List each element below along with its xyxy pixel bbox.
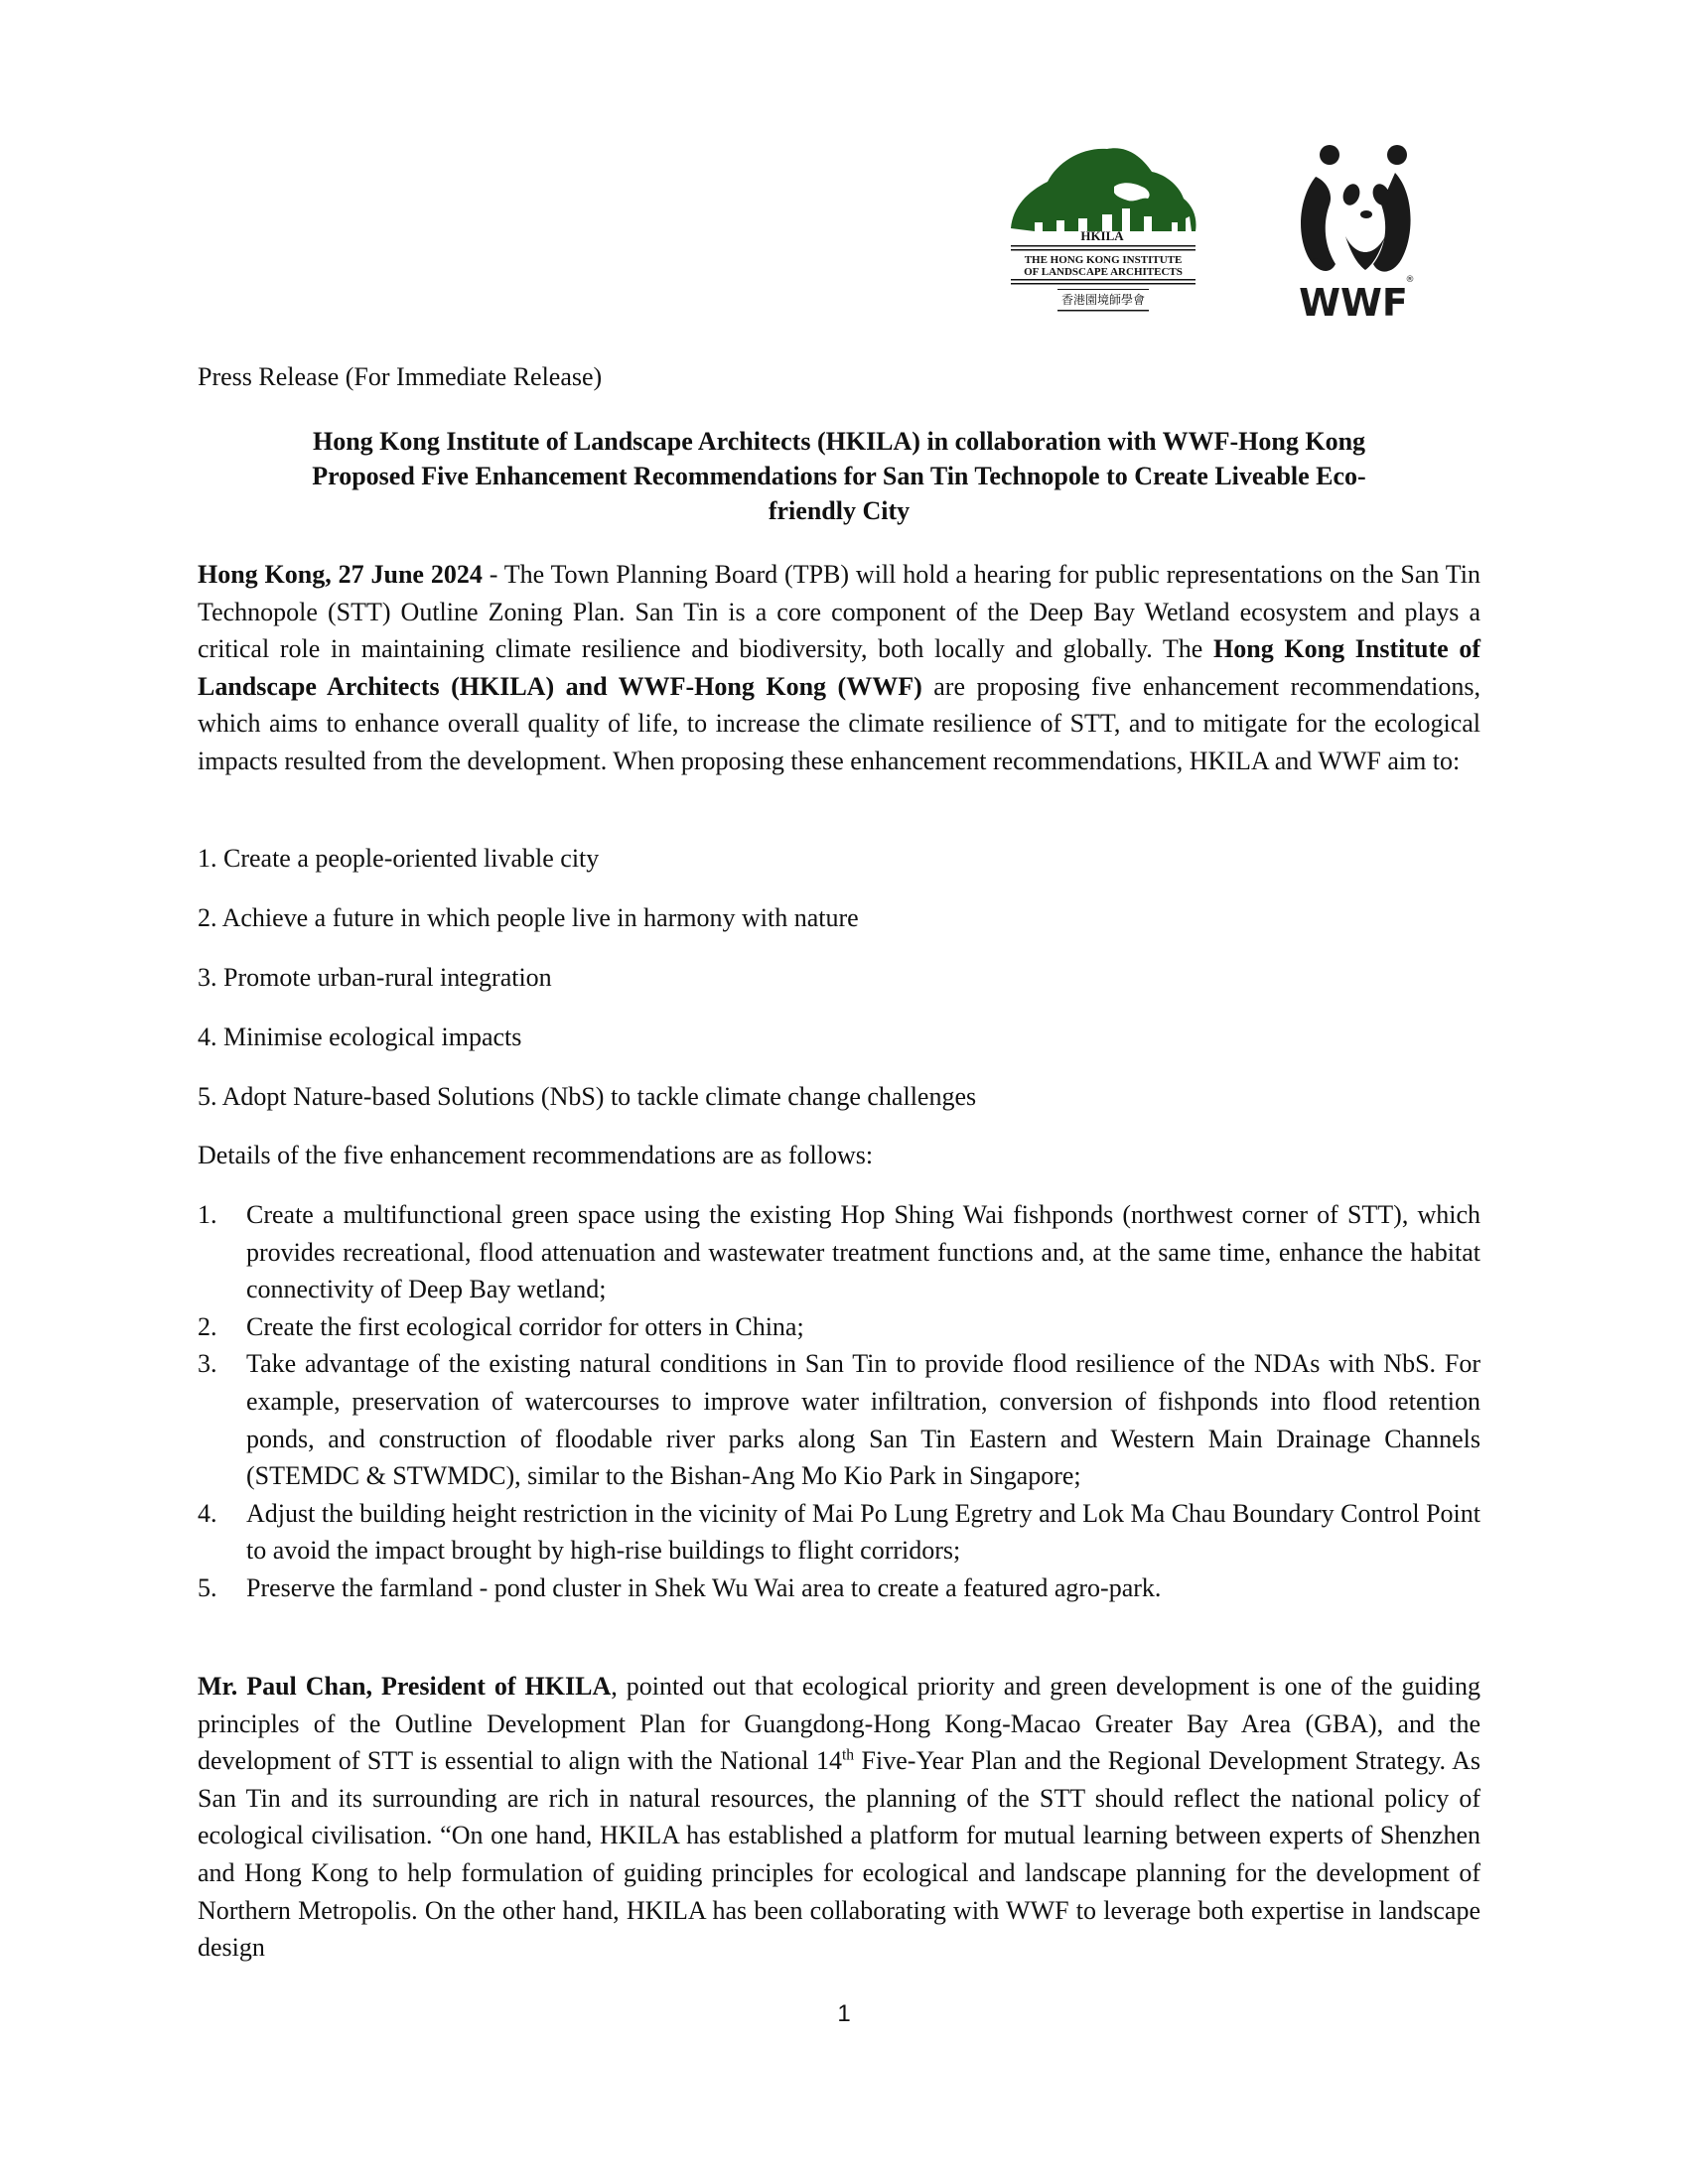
intro-text: are proposing five enhancement recommendations, which aims to enhance overall quality of life, to increase the climate resilience of STT, and to mitigate for the ecological impacts resulted from the development. When proposing these enhancement recommendations, HKILA and WWF aim to:: [198, 671, 1480, 775]
headline: [198, 424, 1480, 528]
wwf-logo: [1286, 137, 1420, 321]
aim-item: 4. Minimise ecological impacts: [198, 1023, 522, 1051]
svg-text:THE HONG KONG INSTITUTE: THE HONG KONG INSTITUTE: [1024, 254, 1183, 266]
quote-text: Five-Year Plan and the Regional Development Strategy. As San Tin and its surrounding are rich in natural resources, the planning of the STT should reflect the national policy of ecological civilisation. “On one hand, HKILA has established a platform for mutual learning between experts of Shenzhen and Hong Kong to help formulation of guiding principles for ecological and landscape planning for the development of Northern Metropolis. On the other hand, HKILA has been collaborating with WWF to leverage both expertise in landscape design: [198, 1746, 1480, 1963]
svg-text:OF LANDSCAPE ARCHITECTS: OF LANDSCAPE ARCHITECTS: [1024, 266, 1183, 278]
recommendation-number: 5.: [198, 1572, 217, 1602]
recommendation-text: Create a multifunctional green space using the existing Hop Shing Wai fishponds (northwest corner of STT), which provides recreational, flood attenuation and wastewater treatment functions and, at the same time, enhance the habitat connectivity of Deep Bay wetland;: [246, 1200, 1480, 1304]
aim-item: 3. Promote urban-rural integration: [198, 963, 552, 992]
headline-line: Hong Kong Institute of Landscape Architects (HKILA) in collaboration with WWF-Hong Kong: [312, 427, 1366, 456]
aim-item: 1. Create a people-oriented livable city: [198, 844, 600, 873]
recommendation-text: Preserve the farmland - pond cluster in Shek Wu Wai area to create a featured agro-park.: [246, 1572, 1162, 1602]
recommendation-number: 4.: [198, 1498, 217, 1528]
hkila-tree-icon: [1003, 137, 1201, 321]
svg-text:香港園境師學會: 香港園境師學會: [1060, 293, 1146, 307]
details-intro: Details of the five enhancement recommendations are as follows:: [198, 1141, 874, 1169]
svg-text:HKILA: HKILA: [1080, 228, 1124, 243]
headline-line: friendly City: [768, 496, 911, 525]
recommendation-text: Create the first ecological corridor for otters in China;: [246, 1311, 804, 1341]
quote-text: , pointed out that ecological priority and green development is one of the guiding principles of the Outline Development Plan for Guangdong-Hong Kong-Macao Greater Bay Area (GBA), and the development of STT is essential to align with the National 14: [198, 1672, 1481, 1776]
page-number: 1: [837, 2000, 851, 2027]
speaker-name: Mr. Paul Chan, President of HKILA: [198, 1672, 612, 1701]
headline-line: Proposed Five Enhancement Recommendations for San Tin Technopole to Create Liveable Eco-: [312, 462, 1366, 490]
svg-text:©: ©: [1311, 257, 1321, 267]
aim-item: 2. Achieve a future in which people live in harmony with nature: [198, 903, 859, 932]
recommendation-item: [198, 1345, 1480, 1494]
aim-item: 5. Adopt Nature-based Solutions (NbS) to tackle climate change challenges: [198, 1082, 977, 1111]
wwf-panda-icon: [1286, 137, 1420, 321]
recommendation-number: 2.: [198, 1311, 217, 1341]
recommendation-item: [198, 1308, 1480, 1346]
recommendation-item: [198, 1495, 1480, 1570]
hkila-logo: [1003, 137, 1201, 321]
recommendation-item: [198, 1196, 1480, 1308]
svg-text:WWF: WWF: [1299, 281, 1408, 321]
press-release-label: Press Release (For Immediate Release): [198, 362, 603, 391]
recommendation-text: Take advantage of the existing natural conditions in San Tin to provide flood resilience of the NDAs with NbS. For example, preservation of watercourses to improve water infiltration, conversion of fishponds into flood retention ponds, and construction of floodable river parks along San Tin Eastern and Western Main Drainage Channels (STEMDC & STWMDC), similar to the Bishan-Ang Mo Kio Park in Singapore;: [246, 1349, 1480, 1491]
intro-paragraph: [198, 556, 1480, 780]
recommendation-number: 1.: [198, 1200, 217, 1229]
svg-text:®: ®: [1405, 275, 1415, 285]
recommendations-list: [198, 1196, 1480, 1607]
recommendation-text: Adjust the building height restriction in the vicinity of Mai Po Lung Egretry and Lok Ma Chau Boundary Control Point to avoid the impact brought by high-rise buildings to flight corridors;: [246, 1498, 1480, 1566]
recommendation-item: [198, 1570, 1480, 1607]
ordinal-suffix: th: [841, 1746, 855, 1764]
quote-paragraph: [198, 1668, 1480, 1967]
dateline: Hong Kong, 27 June 2024: [198, 560, 483, 589]
intro-text: - The Town Planning Board (TPB) will hold a hearing for public representations on the San Tin Technopole (STT) Outline Zoning Plan. San Tin is a core component of the Deep Bay Wetland ecosystem and plays a critical role in maintaining climate resilience and biodiversity, both locally and globally. The: [198, 560, 1480, 664]
recommendation-number: 3.: [198, 1349, 217, 1379]
organisations: Hong Kong Institute of Landscape Architects (HKILA) and WWF-Hong Kong (WWF): [198, 634, 1480, 701]
aims-list: [198, 840, 1480, 1138]
